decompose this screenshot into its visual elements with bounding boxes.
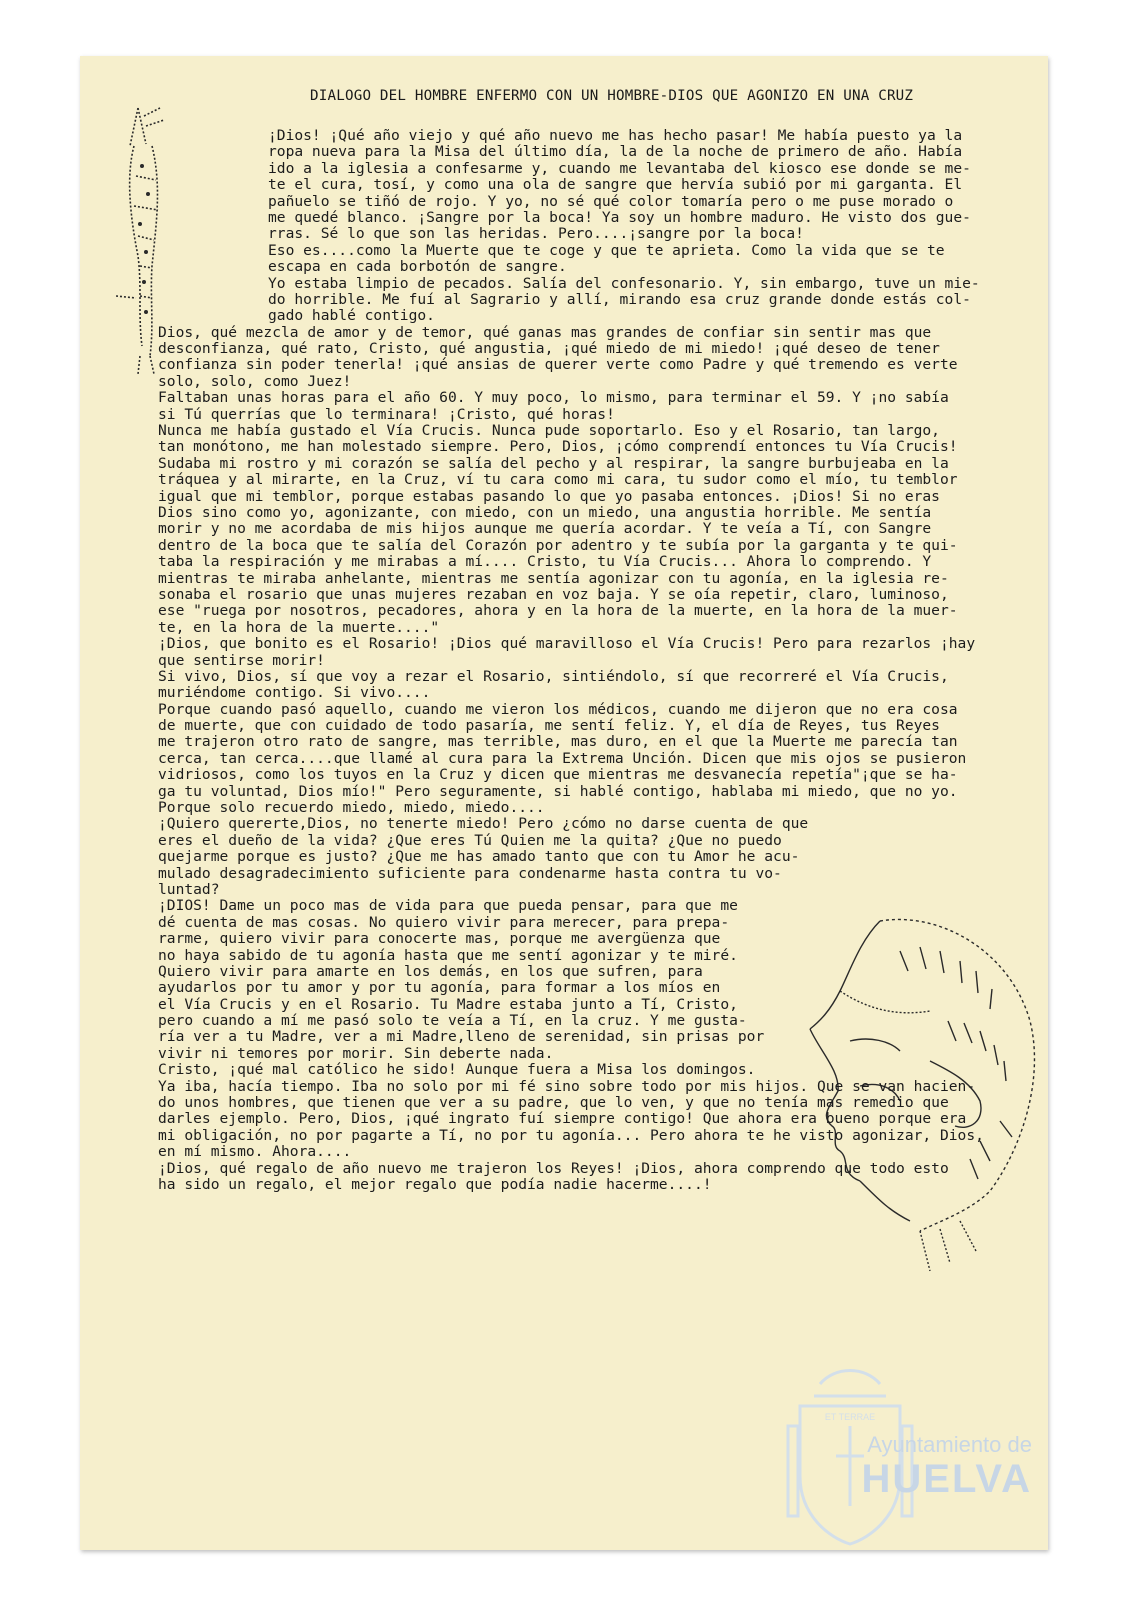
text-line: sonaba el rosario que unas mujeres rezaban en voz baja. Y se oía repetir, claro, luminoso,: [158, 585, 949, 603]
text-line: rarme, quiero vivir para conocerte mas, porque me avergüenza que: [158, 930, 721, 948]
document-body: [158, 128, 1028, 1193]
text-line: luntad?: [158, 880, 220, 898]
text-line: Yo estaba limpio de pecados. Salía del confesonario. Y, sin embargo, tuve un mie-: [268, 274, 980, 292]
text-line: de muerte, que con cuidado de todo pasaría, me sentí feliz. Y, el día de Reyes, tus Reyes: [158, 717, 940, 735]
text-line: Quiero vivir para amarte en los demás, en los que sufren, para: [158, 962, 703, 980]
text-line: gado hablé contigo.: [268, 307, 435, 325]
text-line: confianza sin poder tenerla! ¡qué ansias de querer verte como Padre y qué tremendo es verte: [158, 356, 958, 374]
text-line: ¡DIOS! Dame un poco mas de vida para que pueda pensar, para que me: [158, 897, 738, 915]
text-line: muriéndome contigo. Si vivo....: [158, 684, 431, 702]
text-line: Sudaba mi rostro y mi corazón se salía del pecho y al respirar, la sangre burbujeaba en la: [158, 454, 949, 472]
text-line: escapa en cada borbotón de sangre.: [268, 258, 567, 276]
institution-watermark: [832, 1432, 1032, 1500]
text-line: ¡Dios, que bonito es el Rosario! ¡Dios qué maravilloso el Vía Crucis! Pero para rezarlos ¡hay: [158, 635, 976, 653]
text-line: pañuelo se tiñó de rojo. Y yo, no sé qué color tomaría pero o me puse morado o: [268, 192, 954, 210]
text-line: taba la respiración y me mirabas a mí.... Cristo, tu Vía Crucis... Ahora lo comprendo. Y: [158, 553, 932, 571]
text-line: do unos hombres, que tienen que ver a su padre, que lo ven, y que no tenía mas remedio que: [158, 1094, 949, 1112]
text-line: te, en la hora de la muerte....": [158, 618, 440, 636]
text-line: Eso es....como la Muerte que te coge y que te aprieta. Como la vida que se te: [268, 241, 945, 259]
text-line: dé cuenta de mas cosas. No quiero vivir para merecer, para prepa-: [158, 913, 730, 931]
text-line: el Vía Crucis y en el Rosario. Tu Madre estaba junto a Tí, Cristo,: [158, 995, 738, 1013]
text-line: si Tú querrías que lo terminara! ¡Cristo, qué horas!: [158, 405, 615, 423]
text-line: vidriosos, como los tuyos en la Cruz y dicen que mientras me desvanecía repetía"¡que se ha-: [158, 766, 958, 784]
text-line: quejarme porque es justo? ¿Que me has amado tanto que con tu Amor he acu-: [158, 848, 800, 866]
text-line: Dios, qué mezcla de amor y de temor, qué ganas mas grandes de confiar sin sentir mas que: [158, 323, 932, 341]
text-line: Nunca me había gustado el Vía Crucis. Nunca pude soportarlo. Eso y el Rosario, tan largo,: [158, 422, 940, 440]
text-line: rras. Sé lo que son las heridas. Pero....¡sangre por la boca!: [268, 225, 804, 243]
text-line: me trajeron otro rato de sangre, mas terrible, mas duro, en el que la Muerte me parecía tan: [158, 733, 958, 751]
text-line: mi obligación, no por pagarte a Tí, no por tu agonía... Pero ahora te he visto agonizar, Dios,: [158, 1126, 984, 1144]
text-line: solo, solo, como Juez!: [158, 372, 352, 390]
text-line: morir y no me acordaba de mis hijos aunque me quería acordar. Y te veía a Tí, con Sangre: [158, 520, 932, 538]
typewritten-sheet: [80, 56, 1048, 1550]
text-line: ¡Dios! ¡Qué año viejo y qué año nuevo me has hecho pasar! Me había puesto ya la: [268, 127, 963, 144]
text-line: Cristo, ¡qué mal católico he sido! Aunque fuera a Misa los domingos.: [158, 1061, 756, 1079]
text-line: ropa nueva para la Misa del último día, la de la noche de primero de año. Había: [268, 143, 963, 161]
text-line: ría ver a tu Madre, ver a mi Madre,lleno de serenidad, sin prisas por: [158, 1028, 765, 1046]
text-line: darles ejemplo. Pero, Dios, ¡qué ingrato fuí siempre contigo! Que ahora era bueno porque era: [158, 1110, 967, 1128]
text-line: dentro de la boca que te salía del Corazón por adentro y te subía por la garganta y te qui-: [158, 536, 958, 554]
text-line: en mí mismo. Ahora....: [158, 1143, 352, 1161]
text-line: mientras te miraba anhelante, mientras me sentía agonizar con tu agonía, en la iglesia re-: [158, 569, 949, 587]
text-line: Porque cuando pasó aquello, cuando me vieron los médicos, cuando me dijeron que no era cosa: [158, 700, 958, 718]
text-line: Dios sino como yo, agonizante, con miedo, con un miedo, una angustia horrible. Me sentía: [158, 503, 932, 521]
text-line: ese "ruega por nosotros, pecadores, ahora y en la hora de la muerte, en la hora de la muer-: [158, 602, 958, 620]
text-line: Si vivo, Dios, sí que voy a rezar el Rosario, sintiéndolo, sí que recorreré el Vía Crucis,: [158, 667, 949, 685]
text-line: igual que mi temblor, porque estabas pasando lo que yo pasaba entonces. ¡Dios! Si no eras: [158, 487, 940, 505]
text-line: Porque solo recuerdo miedo, miedo, miedo....: [158, 799, 545, 817]
text-line: eres el dueño de la vida? ¿Que eres Tú Quien me la quita? ¿Que no puedo: [158, 831, 782, 849]
text-line: que sentirse morir!: [158, 651, 325, 669]
text-line: vivir ni temores por morir. Sin deberte nada.: [158, 1044, 554, 1062]
watermark-line-2: HUELVA: [861, 1457, 1032, 1501]
text-line: ga tu voluntad, Dios mío!" Pero seguramente, si hablé contigo, hablaba mi miedo, que no yo.: [158, 782, 958, 800]
text-line: desconfianza, qué rato, Cristo, qué angustia, ¡qué miedo de mi miedo! ¡qué deseo de tener: [158, 340, 940, 358]
document-title: DIALOGO DEL HOMBRE ENFERMO CON UN HOMBRE-DIOS QUE AGONIZO EN UNA CRUZ: [310, 88, 914, 104]
text-line: tráquea y al mirarte, en la Cruz, ví tu cara como mi cara, tu sudor como el mío, tu temblor: [158, 471, 958, 489]
text-line: do horrible. Me fuí al Sagrario y allí, mirando esa cruz grande donde estás col-: [268, 290, 971, 308]
text-line: no haya sabido de tu agonía hasta que me sentí agonizar y te miré.: [158, 946, 738, 964]
text-line: Ya iba, hacía tiempo. Iba no solo por mi fé sino sobre todo por mis hijos. Que se van hacien-: [158, 1077, 976, 1095]
text-line: Faltaban unas horas para el año 60. Y muy poco, lo mismo, para terminar el 59. Y ¡no sabía: [158, 389, 949, 407]
text-line: ¡Quiero quererte,Dios, no tenerte miedo! Pero ¿cómo no darse cuenta de que: [158, 815, 809, 833]
text-line: ayudarlos por tu amor y por tu agonía, para formar a los míos en: [158, 979, 721, 997]
text-line: mulado desagradecimiento suficiente para condenarme hasta contra tu vo-: [158, 864, 782, 882]
text-line: pero cuando a mí me pasó solo te veía a Tí, en la cruz. Y me gusta-: [158, 1012, 747, 1030]
text-line: te el cura, tosí, y como una ola de sangre que hervía subió por mi garganta. El: [268, 176, 963, 194]
text-line: ha sido un regalo, el mejor regalo que podía nadie hacerme....!: [158, 1176, 712, 1193]
text-line: cerca, tan cerca....que llamé al cura para la Extrema Unción. Dicen que mis ojos se pusieron: [158, 749, 967, 767]
text-line: ido a la iglesia a confesarme y, cuando me levantaba del kiosco ese donde se me-: [268, 159, 971, 177]
seal-text: ET TERRAE: [824, 1412, 876, 1422]
text-line: tan monótono, me han molestado siempre. Pero, Dios, ¡cómo comprendí entonces tu Vía Crucis!: [158, 438, 958, 456]
text-line: me quedé blanco. ¡Sangre por la boca! Ya soy un hombre maduro. He visto dos gue-: [268, 208, 971, 226]
watermark-line-1: Ayuntamiento de: [867, 1432, 1032, 1457]
text-line: ¡Dios, qué regalo de año nuevo me trajeron los Reyes! ¡Dios, ahora comprendo que todo esto: [158, 1159, 949, 1177]
